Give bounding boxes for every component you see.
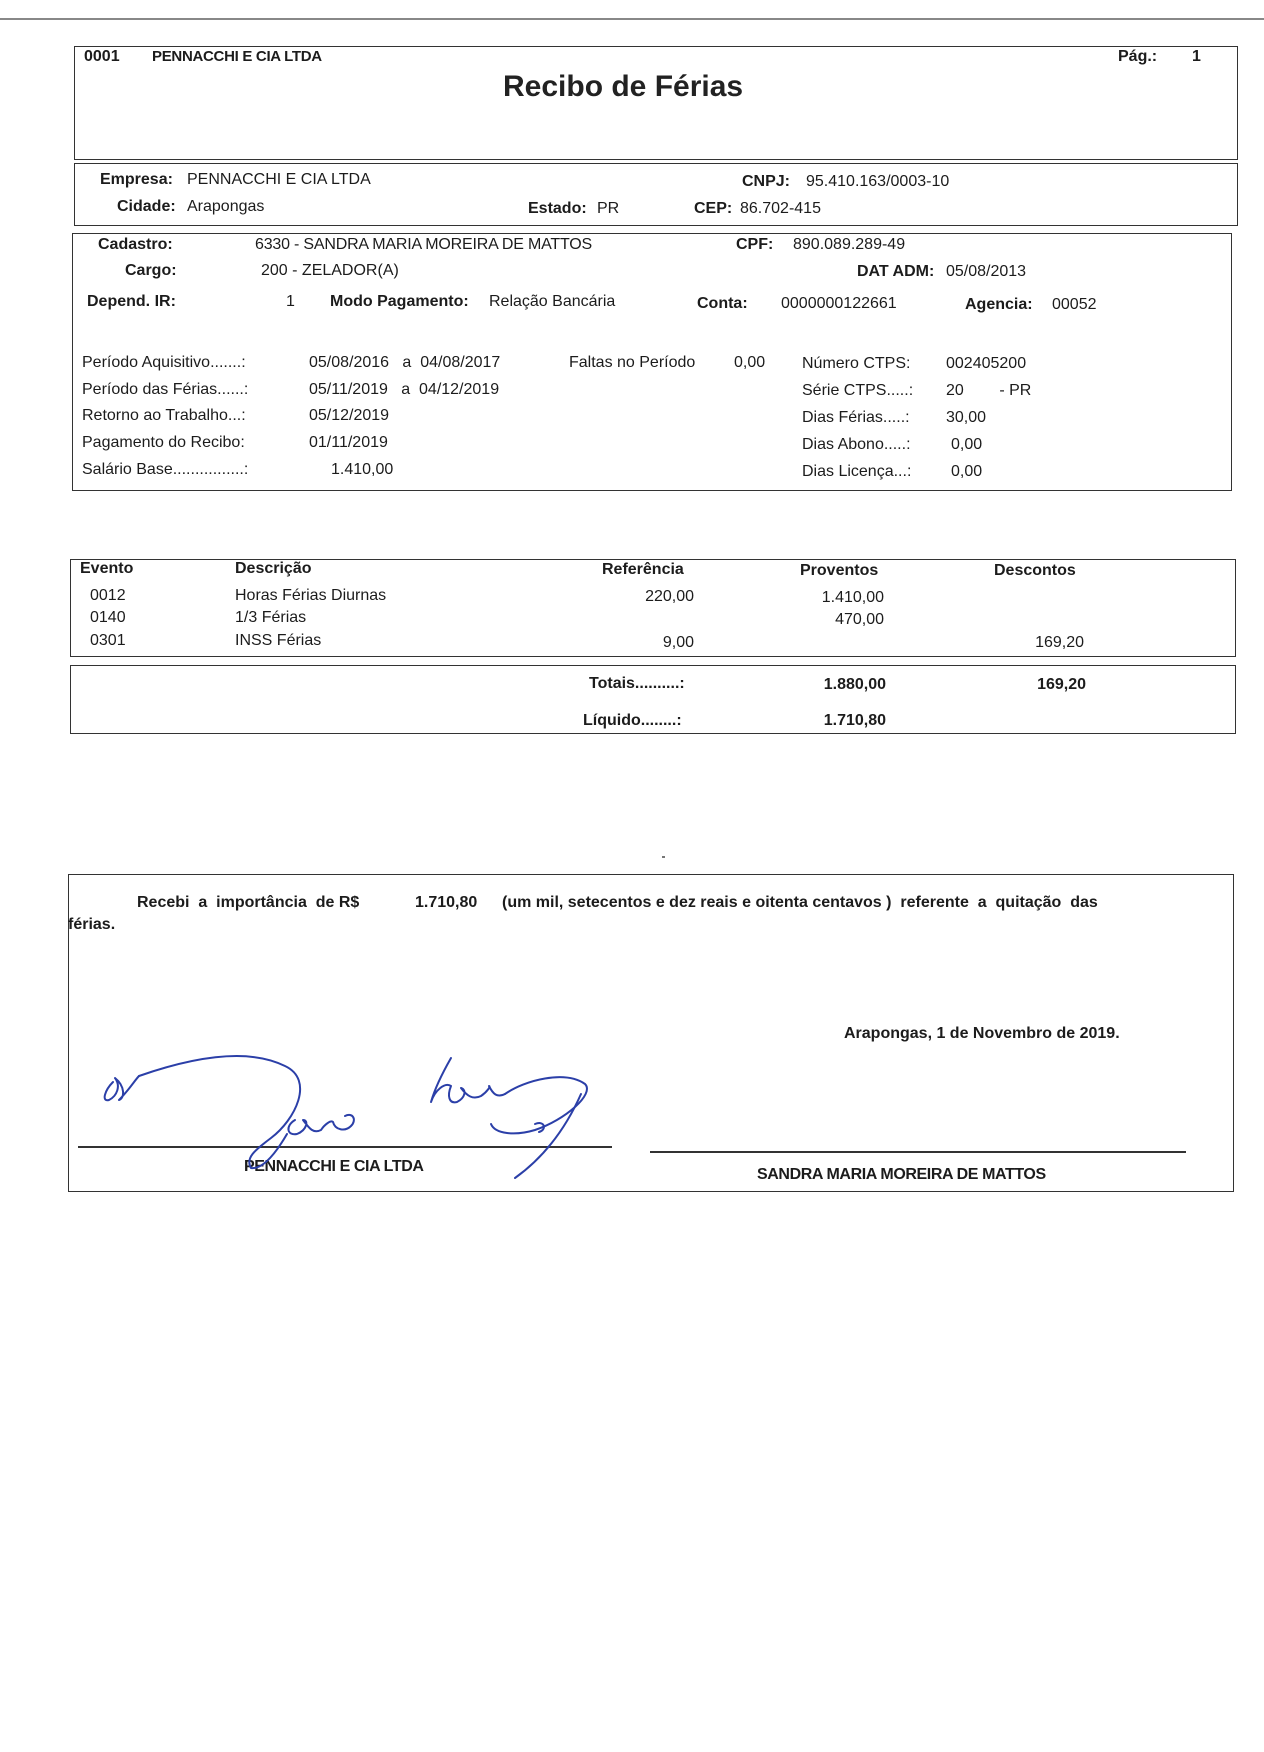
estado-label: Estado: xyxy=(528,200,587,217)
retorno-label: Retorno ao Trabalho...: xyxy=(82,407,246,424)
datadm-value: 05/08/2013 xyxy=(946,263,1027,280)
salario-value: 1.410,00 xyxy=(331,461,394,478)
cidade-label: Cidade: xyxy=(117,198,176,215)
table-row-2-evento: 0301 xyxy=(90,632,126,649)
depend-value: 1 xyxy=(286,293,295,310)
page-label: Pág.: xyxy=(1118,48,1158,65)
cidade-value: Arapongas xyxy=(187,198,265,215)
modo-label: Modo Pagamento: xyxy=(330,293,469,310)
totais-descontos: 169,20 xyxy=(1037,676,1086,693)
table-row-1-evento: 0140 xyxy=(90,609,126,626)
cep-label: CEP: xyxy=(694,200,733,217)
table-row-1-descricao: 1/3 Férias xyxy=(235,609,307,626)
salario-label: Salário Base................: xyxy=(82,461,249,478)
company-code: 0001 xyxy=(84,48,120,65)
liquido-label: Líquido........: xyxy=(583,712,682,729)
dias-ferias-label: Dias Férias.....: xyxy=(802,409,910,426)
declaration-text-cont: férias. xyxy=(68,916,116,933)
numero-ctps-label: Número CTPS: xyxy=(802,355,911,372)
periodo-ferias-value: 05/11/2019 a 04/12/2019 xyxy=(309,381,500,398)
agencia-value: 00052 xyxy=(1052,296,1097,313)
periodo-ferias-label: Período das Férias......: xyxy=(82,381,249,398)
agencia-label: Agencia: xyxy=(965,296,1033,313)
cep-value: 86.702-415 xyxy=(740,200,821,217)
declaration-amount: 1.710,80 xyxy=(415,894,478,911)
cadastro-value: 6330 - SANDRA MARIA MOREIRA DE MATTOS xyxy=(255,236,592,253)
pagamento-value: 01/11/2019 xyxy=(309,434,388,451)
col-header-proventos: Proventos xyxy=(800,562,879,579)
table-row-0-referencia: 220,00 xyxy=(645,588,694,605)
cargo-value: 200 - ZELADOR(A) xyxy=(261,262,399,279)
datadm-label: DAT ADM: xyxy=(857,263,935,280)
cpf-label: CPF: xyxy=(736,236,774,253)
empresa-value: PENNACCHI E CIA LTDA xyxy=(187,171,371,188)
declaration-text-prefix: Recebi a importância de R$ xyxy=(137,894,360,911)
depend-label: Depend. IR: xyxy=(87,293,176,310)
signature-company-name: PENNACCHI E CIA LTDA xyxy=(244,1158,424,1175)
scan-speck xyxy=(662,856,665,858)
dias-licenca-label: Dias Licença...: xyxy=(802,463,912,480)
col-header-referencia: Referência xyxy=(602,561,684,578)
conta-label: Conta: xyxy=(697,295,748,312)
numero-ctps-value: 002405200 xyxy=(946,355,1027,372)
serie-ctps-label: Série CTPS.....: xyxy=(802,382,914,399)
faltas-label: Faltas no Período xyxy=(569,354,696,371)
declaration-text-suffix: (um mil, setecentos e dez reais e oitenta centavos ) referente a quitação das xyxy=(502,894,1098,911)
totais-proventos: 1.880,00 xyxy=(823,676,886,693)
dias-abono-value: 0,00 xyxy=(951,436,983,453)
liquido-value: 1.710,80 xyxy=(823,712,886,729)
table-row-2-descontos: 169,20 xyxy=(1035,634,1084,651)
header-company-name: PENNACCHI E CIA LTDA xyxy=(152,48,322,65)
table-row-2-descricao: INSS Férias xyxy=(235,632,322,649)
periodo-aquisitivo-value: 05/08/2016 a 04/08/2017 xyxy=(309,354,501,371)
faltas-value: 0,00 xyxy=(734,354,766,371)
place-date: Arapongas, 1 de Novembro de 2019. xyxy=(844,1025,1120,1042)
cpf-value: 890.089.289-49 xyxy=(793,236,906,253)
dias-licenca-value: 0,00 xyxy=(951,463,983,480)
page-title: Recibo de Férias xyxy=(503,70,744,103)
col-header-descricao: Descrição xyxy=(235,560,312,577)
table-row-1-proventos: 470,00 xyxy=(835,611,884,628)
conta-value: 0000000122661 xyxy=(781,295,897,312)
signature-employee-name: SANDRA MARIA MOREIRA DE MATTOS xyxy=(757,1166,1046,1183)
periodo-aquisitivo-label: Período Aquisitivo.......: xyxy=(82,354,246,371)
totais-label: Totais..........: xyxy=(589,675,685,692)
col-header-descontos: Descontos xyxy=(994,562,1076,579)
empresa-label: Empresa: xyxy=(100,171,173,188)
page-number: 1 xyxy=(1192,48,1201,65)
handwritten-signature xyxy=(95,1050,655,1180)
col-header-evento: Evento xyxy=(80,560,134,577)
serie-ctps-value: 20 - PR xyxy=(946,382,1032,399)
dias-ferias-value: 30,00 xyxy=(946,409,987,426)
table-row-0-descricao: Horas Férias Diurnas xyxy=(235,587,387,604)
dias-abono-label: Dias Abono.....: xyxy=(802,436,911,453)
table-row-0-evento: 0012 xyxy=(90,587,126,604)
pagamento-label: Pagamento do Recibo: xyxy=(82,434,245,451)
cnpj-label: CNPJ: xyxy=(742,173,791,190)
estado-value: PR xyxy=(597,200,620,217)
cnpj-value: 95.410.163/0003-10 xyxy=(806,173,950,190)
table-row-2-referencia: 9,00 xyxy=(662,634,694,651)
modo-value: Relação Bancária xyxy=(489,293,616,310)
employee-signature-line xyxy=(650,1151,1186,1153)
scan-top-line xyxy=(0,18,1264,20)
retorno-value: 05/12/2019 xyxy=(309,407,390,424)
table-row-0-proventos: 1.410,00 xyxy=(821,589,884,606)
cadastro-label: Cadastro: xyxy=(98,236,173,253)
cargo-label: Cargo: xyxy=(125,262,177,279)
